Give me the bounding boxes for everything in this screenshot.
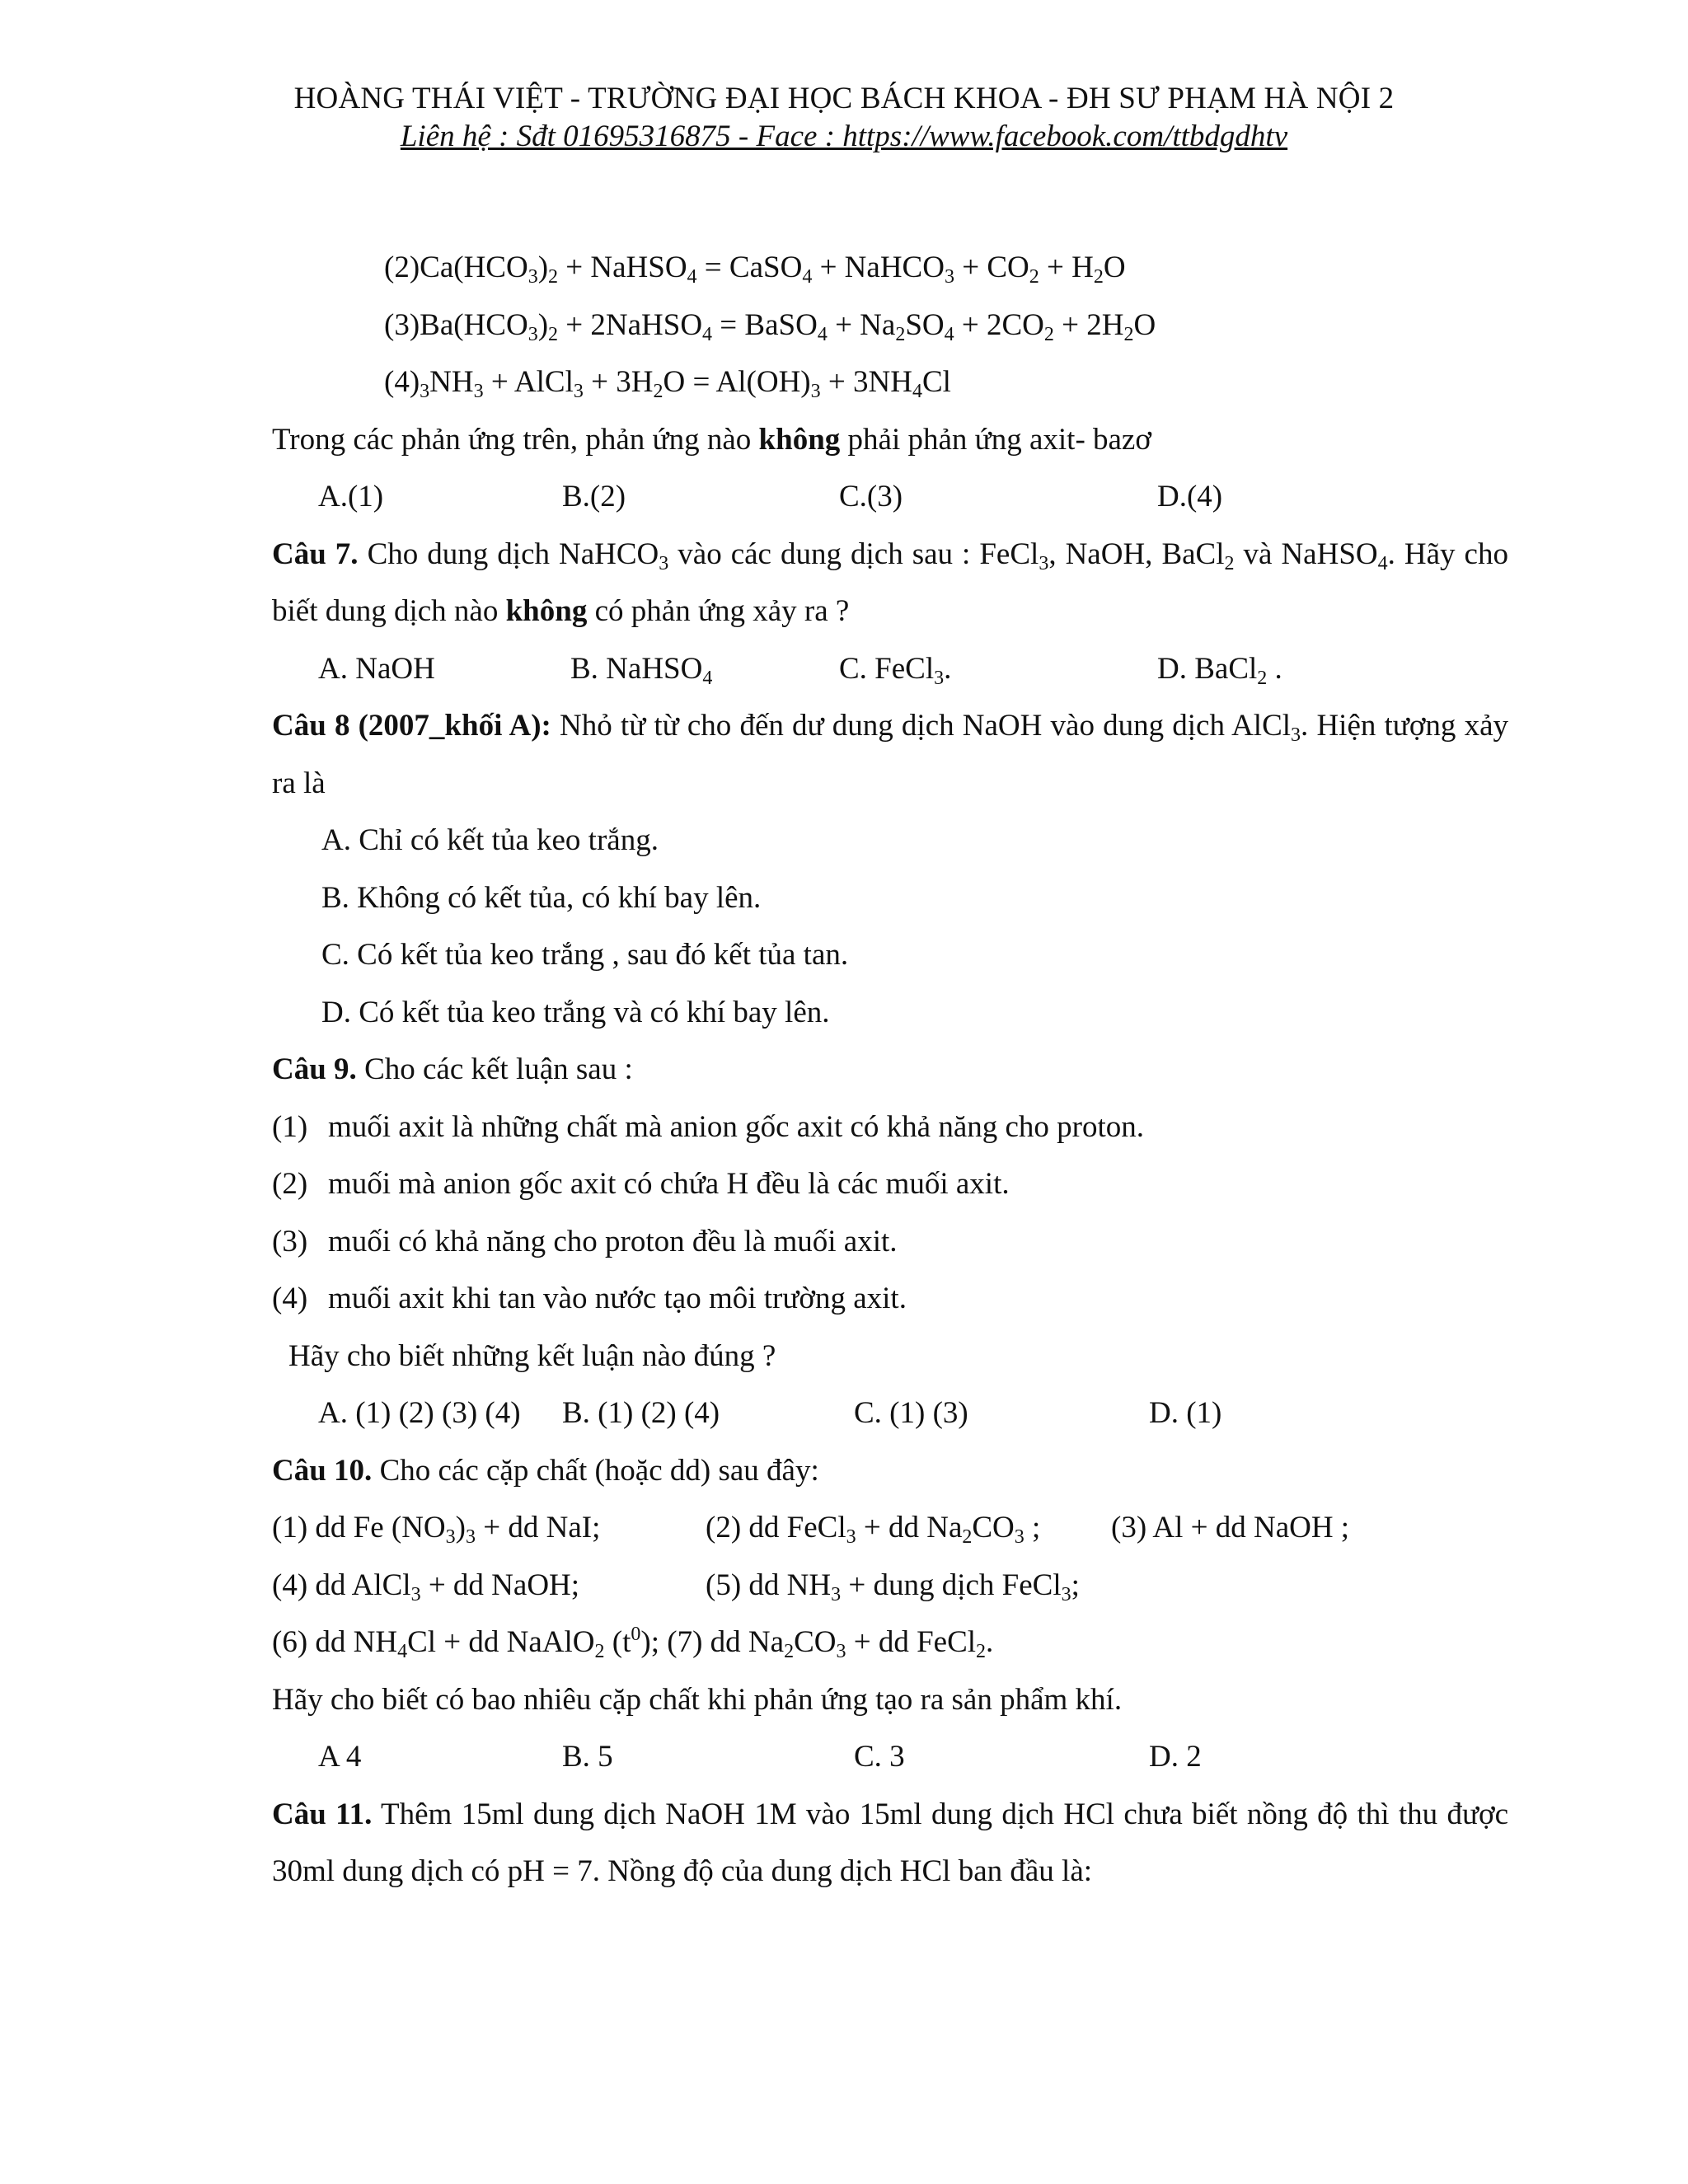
header-title: HOÀNG THÁI VIỆT - TRƯỜNG ĐẠI HỌC BÁCH KHOA - ĐH SƯ PHẠM HÀ NỘI 2	[293, 82, 1395, 115]
q8-question: Câu 8 (2007_khối A): Nhỏ từ từ cho đến dư dung dịch NaOH vào dung dịch AlCl$_3$. Hiện tượng xảy ra là	[272, 709, 1508, 800]
q10-question: Câu 10. Cho các cặp chất (hoặc dd) sau đây:	[272, 1453, 819, 1488]
q8-option-b: B. Không có kết tủa, có khí bay lên.	[321, 880, 762, 915]
q7-question: Câu 7. Cho dung dịch NaHCO$_3$ vào các dung dịch sau : FeCl$_3$, NaOH, BaCl$_2$ và NaHSO$_4$. Hãy cho biết dung dịch nào không có phản ứng xảy ra ?	[272, 537, 1508, 628]
q7-option-a: A. NaOH	[318, 651, 435, 686]
q8-option-d: D. Có kết tủa keo trắng và có khí bay lên.	[321, 995, 830, 1029]
q10-ask: Hãy cho biết có bao nhiêu cặp chất khi phản ứng tạo ra sản phẩm khí.	[272, 1682, 1123, 1717]
q10-option-a: A 4	[318, 1740, 362, 1774]
q10-options	[272, 1728, 1508, 1786]
q10-pairs-row-2	[272, 1557, 1508, 1615]
q9-option-c: C. (1) (3)	[854, 1396, 968, 1430]
q9-options	[272, 1385, 1508, 1442]
document-body	[272, 239, 1508, 1900]
q10-option-b: B. 5	[562, 1740, 613, 1774]
q11-question: Câu 11. Thêm 15ml dung dịch NaOH 1M vào 15ml dung dịch HCl chưa biết nồng độ thì thu được 30ml dung dịch có pH = 7. Nồng độ của dung dịch HCl ban đầu là:	[272, 1797, 1508, 1888]
q7-option-d: D. BaCl$_2$ .	[1157, 651, 1282, 689]
q6-options	[272, 468, 1508, 526]
q10-pair-6: (6) dd $NH_4Cl$ + dd NaAlO$_2$ $(t^0)$;	[272, 1624, 660, 1662]
q10-pair-2: (2) dd FeCl$_3$ + dd $Na_2CO_3$ ;	[706, 1511, 1041, 1548]
page-header	[0, 79, 1688, 155]
q6-option-a: A.(1)	[318, 480, 384, 513]
q9-statement-2: (2) muối mà anion gốc axit có chứa H đều là các muối axit.	[272, 1167, 1010, 1201]
q8-option-c: C. Có kết tủa keo trắng , sau đó kết tủa tan.	[321, 938, 849, 972]
equation-4: $(4)_3NH_3$ + AlCl$_3$ + $3H_2O = Al(OH)_3 + 3NH_4Cl$	[384, 365, 951, 402]
q9-option-a: A. (1) (2) (3) (4)	[318, 1396, 521, 1430]
q9-question: Câu 9. Cho các kết luận sau :	[272, 1052, 633, 1086]
q10-pair-3: (3) Al + dd NaOH ;	[1111, 1511, 1350, 1544]
q9-statement-3: (3) muối có khả năng cho proton đều là muối axit.	[272, 1224, 898, 1258]
header-contact: Liên hệ : Sđt 01695316875 - Face : https://www.facebook.com/ttbdgdhtv	[400, 120, 1288, 153]
equation-2: $(2)Ca(HCO_3)_2$ + NaHSO$_4$ = CaSO$_4$ + NaHCO$_3$ + $CO_2 + H_2O$	[384, 251, 1126, 288]
q10-pairs-row-3	[272, 1614, 1508, 1671]
q9-option-b: B. (1) (2) (4)	[562, 1396, 720, 1430]
equation-3: $(3)Ba(HCO_3)_2$ + 2NaHSO$_4$ = BaSO$_4$ + $Na_2SO_4 + 2CO_2 + 2H_2O$	[384, 307, 1156, 345]
q6-option-c: C.(3)	[839, 480, 903, 513]
q10-pairs-row-1	[272, 1499, 1508, 1557]
q10-option-d: D. 2	[1149, 1740, 1202, 1774]
q10-pair-5: (5) dd $NH_3$ + dung dịch FeCl$_3$;	[706, 1568, 1080, 1605]
q7-options	[272, 640, 1508, 698]
q9-statement-4: (4) muối axit khi tan vào nước tạo môi trường axit.	[272, 1282, 907, 1315]
q7-option-b: B. NaHSO$_4$	[570, 651, 713, 689]
q10-option-c: C. 3	[854, 1740, 905, 1774]
q7-option-c: C. FeCl$_3$.	[839, 651, 952, 689]
q10-pair-7: (7) dd $Na_2CO_3$ + dd FeCl$_2$.	[667, 1625, 994, 1662]
q9-statement-1: (1) muối axit là những chất mà anion gốc axit có khả năng cho proton.	[272, 1109, 1145, 1144]
q9-option-d: D. (1)	[1149, 1396, 1222, 1430]
q6-prompt: Trong các phản ứng trên, phản ứng nào không phải phản ứng axit- bazơ	[272, 422, 1151, 457]
q10-pair-1: (1) dd Fe $(NO_3)_3$ + dd NaI;	[272, 1511, 601, 1548]
q6-option-b: B.(2)	[562, 480, 626, 513]
q9-ask: Hãy cho biết những kết luận nào đúng ?	[288, 1338, 776, 1373]
q10-pair-4: (4) dd AlCl$_3$ + dd NaOH;	[272, 1568, 580, 1605]
q6-option-d: D.(4)	[1157, 480, 1223, 513]
q8-option-a: A. Chỉ có kết tủa keo trắng.	[321, 823, 659, 857]
